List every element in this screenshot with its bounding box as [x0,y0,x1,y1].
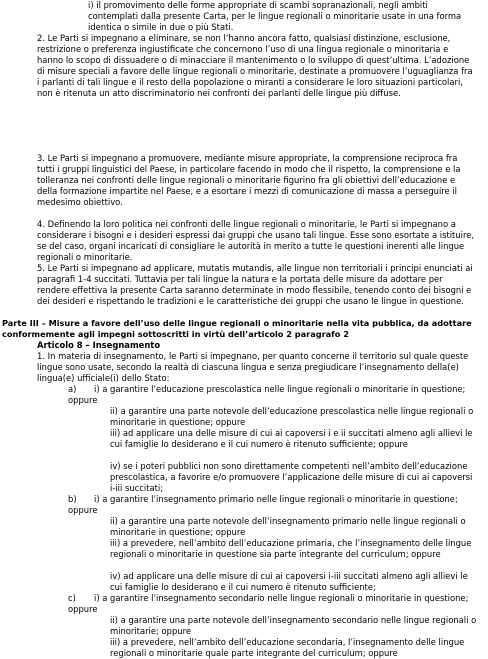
item-c-ii: ii) a garantire una parte notevole dell’insegnamento secondario nelle lingue regionali o minoritarie; oppure [110,615,477,636]
part-3-heading: Parte III – Misure a favore dell’uso delle lingue regionali o minoritarie nella vita pubblica, da adottare conformemente agli impegni sottoscritti in virtù dell’articolo 2 paragrafo 2 [2,318,472,339]
item-c-iii: iii) a prevedere, nell’ambito dell’educazione secondaria, l’insegnamento delle lingue regionali o minoritarie quale parte integrante del curriculum; oppure [110,637,465,658]
item-b-iv: iv) ad applicare una delle misure di cui ai capoversi i‑iii succitati almeno agli allievi le cui famiglie lo desiderano e il cui numero è ritenuto sufficiente; [110,571,468,592]
item-c-label: c) [68,593,76,603]
article-8-title: Articolo 8 – Insegnamento [37,340,161,350]
paragraph-4: 4. Definendo la loro politica nei confronti delle lingue regionali o minoritarie, le Parti si impegnano a considerare i bisogni e i desideri espressi dai gruppi che usano tali lingue. Esse sono esortate a istituire, se del caso, organi incaricati di consigliare le autorità in merito a tutte le questioni inerenti alle lingue regionali o minoritarie. [37,219,475,262]
item-a [68,384,478,406]
item-a-ii: ii) a garantire una parte notevole dell’educazione prescolastica nelle lingue regionali o minoritarie in questione; oppure [110,406,474,427]
paragraph-5: 5. Le Parti si impegnano ad applicare, mutatis mutandis, alle lingue non territoriali i principi enunciati ai paragrafi 1‑4 succitati. Tuttavia per tali lingue la natura e la portata delle misure da adottare per rendere effettiva la presente Carta saranno determinate in modo flessibile, tenendo conto dei bisogni e dei desideri e rispettando le tradizioni e le caratteristiche dei gruppi che usano le lingue in questione. [37,263,473,306]
item-a-iii: iii) ad applicare una delle misure di cui ai capoversi i e ii succitati almeno agli allievi le cui famiglie lo desiderano e il cui numero è ritenuto sufficiente; oppure [110,428,473,449]
item-b [68,494,478,516]
item-a-i: i) a garantire l’educazione prescolastica nelle lingue regionali o minoritarie in questione; oppure [68,384,466,405]
item-c [68,593,478,615]
article-8-paragraph-1: 1. In materia di insegnamento, le Parti si impegnano, per quanto concerne il territorio sul quale queste lingue sono usate, secondo la realtà di ciascuna lingua e senza pregiudicare l’insegnamento della(e) lingua(e) ufficiale(i) dello Stato: [37,351,469,383]
item-a-iv: iv) se i poteri pubblici non sono direttamente competenti nell’ambito dell’educazione prescolastica, a favorire e/o promuovere l’applicazione delle misure di cui ai capoversi i‑iii succitati; [110,461,473,493]
item-a-label: a) [68,384,77,394]
item-i-scambi-sopranazionali: i) il promovimento delle forme appropriate di scambi sopranazionali, negli ambiti contemplati dalla presente Carta, per le lingue regionali o minoritarie usate in una forma identica o simile in due o più Stati. [88,0,462,32]
item-c-i: i) a garantire l’insegnamento secondario nelle lingue regionali o minoritarie in questione; oppure [68,593,469,614]
paragraph-2: 2. Le Parti si impegnano a eliminare, se non l’hanno ancora fatto, qualsiasi distinzione, esclusione, restrizione o preferenza ingiustificate che concernono l’uso di una lingua regionale o minoritaria e hanno lo scopo di dissuadere o di minacciare il mantenimento o lo sviluppo di quest’ultima. L’adozione di misure speciali a favore delle lingue regionali o minoritarie, destinate a promuovere l’uguaglianza fra i parlanti di tali lingue e il resto della popolazione o miranti a considerare le loro situazioni particolari, non è ritenuta un atto discriminatorio nei confronti dei parlanti delle lingue più diffuse. [37,33,473,98]
item-b-iii: iii) a prevedere, nell’ambito dell’educazione primaria, che l’insegnamento delle lingue regionali o minoritarie in questione sia parte integrante del curriculum; oppure [110,538,472,559]
item-b-label: b) [68,494,77,504]
item-b-i: i) a garantire l’insegnamento primario nelle lingue regionali o minoritarie in questione; oppure [68,494,458,515]
paragraph-3: 3. Le Parti si impegnano a promuovere, mediante misure appropriate, la comprensione reciproca fra tutti i gruppi linguistici del Paese, in particolare facendo in modo che il rispetto, la comprensione e la tolleranza nei confronti delle lingue regionali o minoritarie figurino fra gli obiettivi dell’educazione e della formazione impartite nel Paese, e a esortare i mezzi di comunicazione di massa a perseguire il medesimo obiettivo. [37,153,461,207]
item-b-ii: ii) a garantire una parte notevole dell’insegnamento primario nelle lingue regionali o minoritarie in questione; oppure [110,516,466,537]
